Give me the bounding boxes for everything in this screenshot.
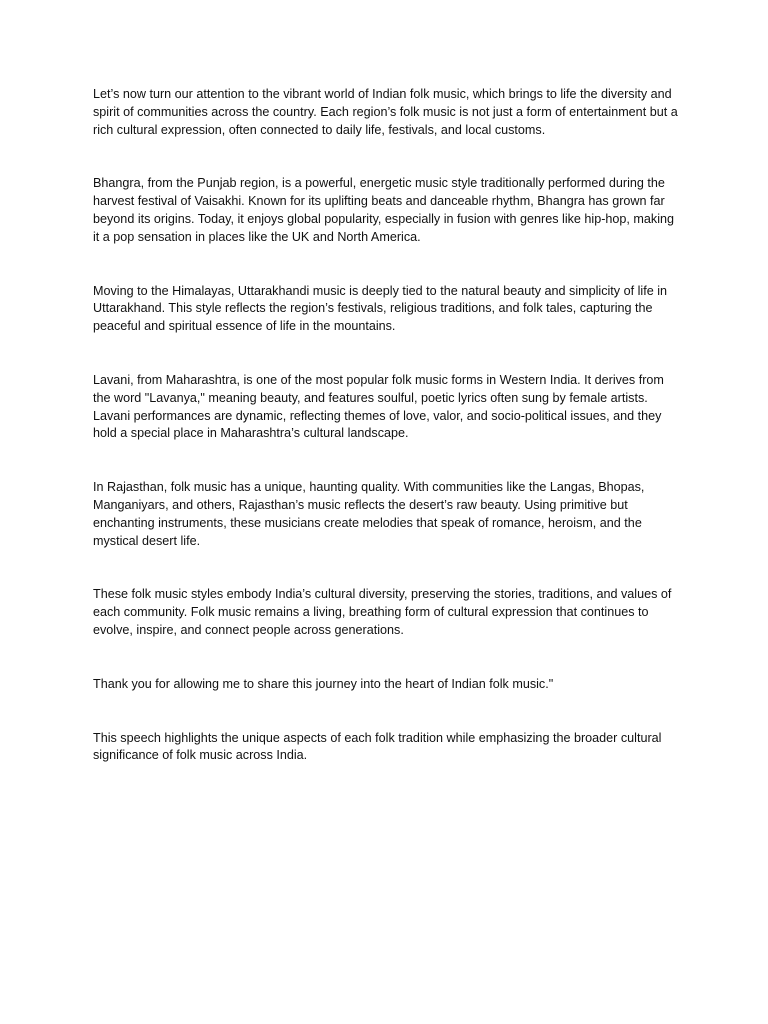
paragraph-rajasthan: In Rajasthan, folk music has a unique, haunting quality. With communities like the Langas, Bhopas, Manganiyars, and others, Rajasthan’s music reflects the desert’s raw beauty. Using primitive but enchanting instruments, these musicians create melodies that speak of romance, heroism, and the mystical desert life.: [93, 480, 645, 548]
paragraph-thanks: Thank you for allowing me to share this journey into the heart of Indian folk music.": [93, 676, 554, 691]
paragraph-bhangra: Bhangra, from the Punjab region, is a powerful, energetic music style traditionally performed during the harvest festival of Vaisakhi. Known for its uplifting beats and danceable rhythm, Bhangra has grown far beyond its origins. Today, it enjoys global popularity, especially in fusion with genres like hip-hop, making it a pop sensation in places like the UK and North America.: [93, 176, 675, 244]
paragraph-uttarakhandi: Moving to the Himalayas, Uttarakhandi music is deeply tied to the natural beauty and simplicity of life in Uttarakhand. This style reflects the region’s festivals, religious traditions, and folk tales, capturing the peaceful and spiritual essence of life in the mountains.: [93, 283, 667, 334]
paragraph-summary: This speech highlights the unique aspects of each folk tradition while emphasizing the broader cultural significance of folk music across India.: [93, 730, 662, 763]
document-body: [93, 86, 679, 801]
paragraph-lavani: Lavani, from Maharashtra, is one of the most popular folk music forms in Western India. It derives from the word "Lavanya," meaning beauty, and features soulful, poetic lyrics often sung by female artists. Lavani performances are dynamic, reflecting themes of love, valor, and socio-political issues, and they hold a special place in Maharashtra’s cultural landscape.: [93, 372, 664, 441]
paragraph-diversity: These folk music styles embody India’s cultural diversity, preserving the stories, traditions, and values of each community. Folk music remains a living, breathing form of cultural expression that continues to evolve, inspire, and connect people across generations.: [93, 587, 672, 637]
paragraph-intro: Let’s now turn our attention to the vibrant world of Indian folk music, which brings to life the diversity and spirit of communities across the country. Each region’s folk music is not just a form of entertainment but a rich cultural expression, often connected to daily life, festivals, and local customs.: [93, 87, 678, 137]
